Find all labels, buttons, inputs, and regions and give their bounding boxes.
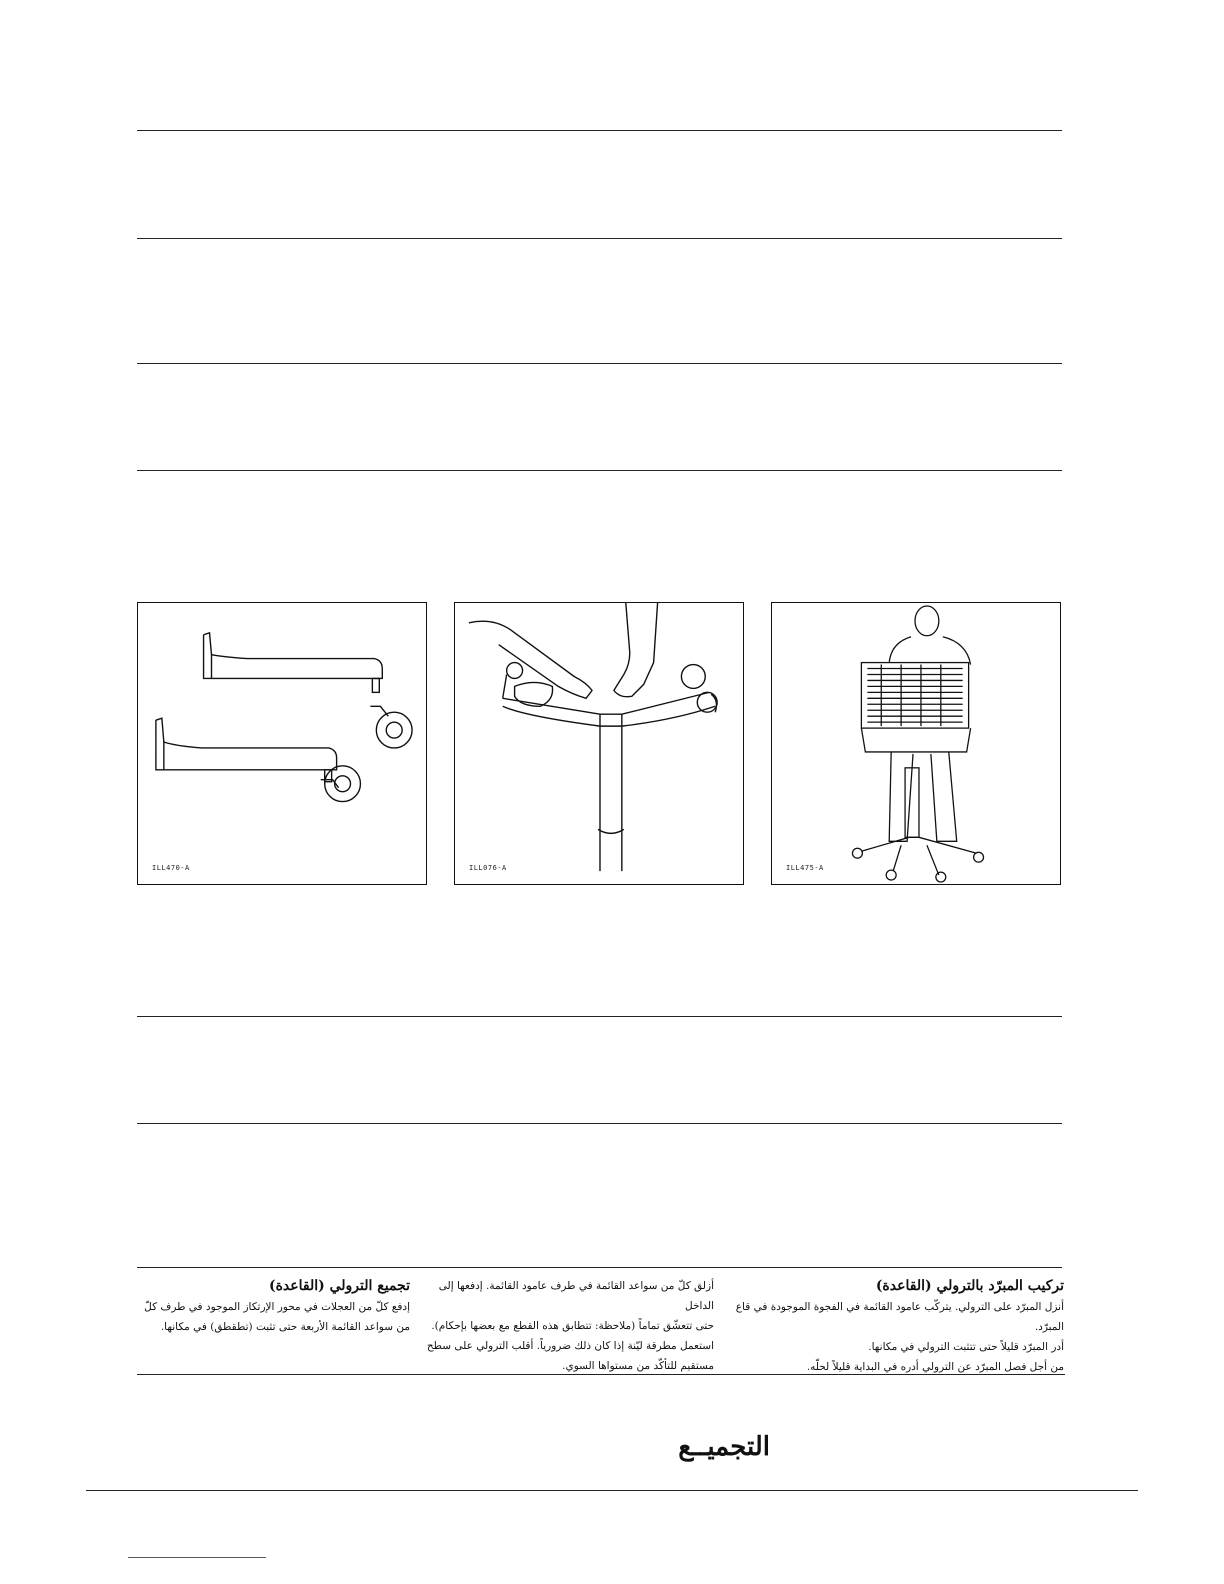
column-trolley-assembly xyxy=(128,1276,410,1337)
column-line: إدفع كلّ من العجلات في محور الإرتكاز الموجود في طرف كلّ xyxy=(144,1301,410,1313)
figure-insert-legs xyxy=(454,602,744,885)
rule-1 xyxy=(137,130,1062,131)
column-line: أنزل المبرّد على الترولي. يتركّب عامود القائمة في الفجوة الموجودة في قاع المبرّد. xyxy=(735,1301,1064,1333)
rule-4 xyxy=(137,470,1062,471)
column-cooler-mounting xyxy=(734,1276,1064,1377)
figure-code: ILL475-A xyxy=(786,864,824,872)
footer-rule xyxy=(86,1490,1138,1491)
figure-code: ILL470-A xyxy=(152,864,190,872)
column-line: من سواعد القائمة الأربعة حتى تثبت (تطقطق) في مكانها. xyxy=(160,1321,410,1333)
column-line: أزلق كلّ من سواعد القائمة في طرف عامود القائمة. إدفعها إلى الداخل xyxy=(438,1280,714,1312)
column-line: مستقيم للتأكّد من مستواها السوي. xyxy=(562,1360,714,1372)
column-line: من أجل فصل المبرّد عن الترولي أدره في البداية قليلاً لحلّه. xyxy=(806,1361,1064,1373)
column-line: حتى تتعشّق تماماً (ملاحظة: تتطابق هذه القطع مع بعضها بإحكام). xyxy=(431,1320,714,1332)
rule-2 xyxy=(137,238,1062,239)
lift-cooler-illustration xyxy=(772,603,1060,884)
rule-3 xyxy=(137,363,1062,364)
rule-5 xyxy=(137,1016,1062,1017)
column-leg-insertion xyxy=(424,1276,714,1376)
column-line: أدر المبرّد قليلاً حتى تتثبت الترولي في مكانها. xyxy=(868,1341,1064,1353)
footer-link-underline xyxy=(128,1557,266,1558)
section-title: التجميــع xyxy=(678,1432,770,1462)
rule-7 xyxy=(137,1267,1062,1268)
trolley-legs-illustration xyxy=(138,603,426,884)
rule-6 xyxy=(137,1123,1062,1124)
insert-legs-illustration xyxy=(455,603,743,884)
figure-lift-cooler xyxy=(771,602,1061,885)
column-heading: تركيب المبرّد بالترولي (القاعدة) xyxy=(875,1278,1064,1294)
column-heading: تجميع الترولي (القاعدة) xyxy=(268,1278,410,1294)
figure-trolley-legs xyxy=(137,602,427,885)
column-line: استعمل مطرقة ليّنة إذا كان ذلك ضرورياً. أقلب الترولي على سطح xyxy=(426,1340,714,1352)
figure-code: ILL076-A xyxy=(469,864,507,872)
